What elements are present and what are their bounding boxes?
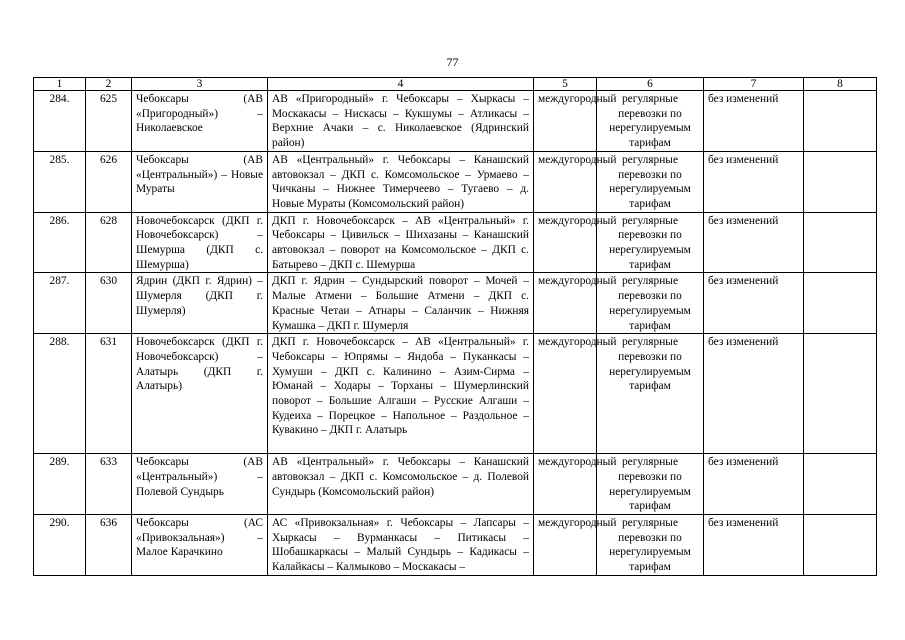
table-row [34, 91, 877, 152]
route-path: ДКП г. Новочебоксарск – АВ «Центральный» г. Чебоксары – Юпрямы – Яндоба – Пуканкасы – Хумуши – ДКП с. Калинино – Азим-Сирма – Юманай – Ходары – Торханы – Шумерлинский поворот – Большие Алгаши – Русские Алгаши – Кудеиха – Порецкое – Напольное – Раздольное – Кувакино – ДКП г. Алатырь [268, 334, 534, 454]
note-cell [804, 515, 877, 576]
column-header: 5 [534, 78, 597, 91]
transport-mode: регулярные перевозки по нерегулируемым тарифам [597, 91, 704, 152]
route-path: ДКП г. Ядрин – Сундырский поворот – Мочей – Малые Атмени – Большие Атмени – ДКП с. Красные Четаи – Атнары – Саланчик – Нижняя Кумашка – ДКП г. Шумерля [268, 273, 534, 334]
change-status: без изменений [704, 273, 804, 334]
row-number: 285. [34, 151, 86, 212]
column-header: 4 [268, 78, 534, 91]
table-row [34, 151, 877, 212]
row-number: 288. [34, 334, 86, 454]
route-id: 633 [86, 454, 132, 515]
row-number: 287. [34, 273, 86, 334]
route-path: ДКП г. Новочебоксарск – АВ «Центральный» г. Чебоксары – Цивильск – Шихазаны – Канашский автовокзал – поворот на Комсомольское – ДКП с. Батырево – ДКП с. Шемурша [268, 212, 534, 273]
note-cell [804, 454, 877, 515]
row-number: 289. [34, 454, 86, 515]
change-status: без изменений [704, 334, 804, 454]
row-number: 290. [34, 515, 86, 576]
route-id: 630 [86, 273, 132, 334]
change-status: без изменений [704, 515, 804, 576]
transport-mode: регулярные перевозки по нерегулируемым тарифам [597, 515, 704, 576]
route-id: 628 [86, 212, 132, 273]
route-id: 625 [86, 91, 132, 152]
table-row [34, 212, 877, 273]
note-cell [804, 212, 877, 273]
route-type: междугородный [534, 212, 597, 273]
change-status: без изменений [704, 91, 804, 152]
table-row [34, 454, 877, 515]
note-cell [804, 334, 877, 454]
row-number: 286. [34, 212, 86, 273]
route-name: Ядрин (ДКП г. Ядрин) – Шумерля (ДКП г. Шумерля) [132, 273, 268, 334]
transport-mode: регулярные перевозки по нерегулируемым тарифам [597, 334, 704, 454]
route-name: Новочебоксарск (ДКП г. Новочебоксарск) – Шемурша (ДКП с. Шемурша) [132, 212, 268, 273]
table-row [34, 515, 877, 576]
route-path: АВ «Центральный» г. Чебоксары – Канашский автовокзал – ДКП с. Комсомольское – д. Полевой Сундырь (Комсомольский район) [268, 454, 534, 515]
route-type: междугородный [534, 454, 597, 515]
column-header: 3 [132, 78, 268, 91]
column-header: 1 [34, 78, 86, 91]
route-id: 636 [86, 515, 132, 576]
route-path: АС «Привокзальная» г. Чебоксары – Лапсары – Хыркасы – Вурманкасы – Питикасы – Шобашкаркасы – Малый Сундырь – Кадикасы – Калайкасы – Калмыково – Москакасы – [268, 515, 534, 576]
change-status: без изменений [704, 212, 804, 273]
note-cell [804, 91, 877, 152]
route-type: междугородный [534, 334, 597, 454]
table-row [34, 273, 877, 334]
page-number: 77 [446, 55, 459, 69]
route-path: АВ «Пригородный» г. Чебоксары – Хыркасы – Москакасы – Нискасы – Кукшумы – Атликасы – Верхние Ачаки – с. Николаевское (Ядринский район) [268, 91, 534, 152]
transport-mode: регулярные перевозки по нерегулируемым тарифам [597, 212, 704, 273]
route-name: Чебоксары (АВ «Центральный») – Новые Мураты [132, 151, 268, 212]
route-name: Чебоксары (АС «Привокзальная») – Малое Карачкино [132, 515, 268, 576]
change-status: без изменений [704, 151, 804, 212]
table-header-row [34, 78, 877, 91]
transport-mode: регулярные перевозки по нерегулируемым тарифам [597, 454, 704, 515]
route-name: Новочебоксарск (ДКП г. Новочебоксарск) – Алатырь (ДКП г. Алатырь) [132, 334, 268, 454]
route-name: Чебоксары (АВ «Центральный») – Полевой Сундырь [132, 454, 268, 515]
column-header: 8 [804, 78, 877, 91]
table-row [34, 334, 877, 454]
note-cell [804, 151, 877, 212]
column-header: 6 [597, 78, 704, 91]
column-header: 2 [86, 78, 132, 91]
note-cell [804, 273, 877, 334]
route-name: Чебоксары (АВ «Пригородный») – Николаевское [132, 91, 268, 152]
row-number: 284. [34, 91, 86, 152]
route-type: междугородный [534, 515, 597, 576]
route-type: междугородный [534, 151, 597, 212]
routes-table [33, 77, 877, 576]
transport-mode: регулярные перевозки по нерегулируемым тарифам [597, 151, 704, 212]
transport-mode: регулярные перевозки по нерегулируемым тарифам [597, 273, 704, 334]
route-type: междугородный [534, 273, 597, 334]
route-id: 631 [86, 334, 132, 454]
route-id: 626 [86, 151, 132, 212]
route-path: АВ «Центральный» г. Чебоксары – Канашский автовокзал – ДКП с. Комсомольское – Урмаево – Чичканы – Нижнее Тимерчеево – Тугаево – д. Новые Мураты (Комсомольский район) [268, 151, 534, 212]
column-header: 7 [704, 78, 804, 91]
route-type: междугородный [534, 91, 597, 152]
change-status: без изменений [704, 454, 804, 515]
